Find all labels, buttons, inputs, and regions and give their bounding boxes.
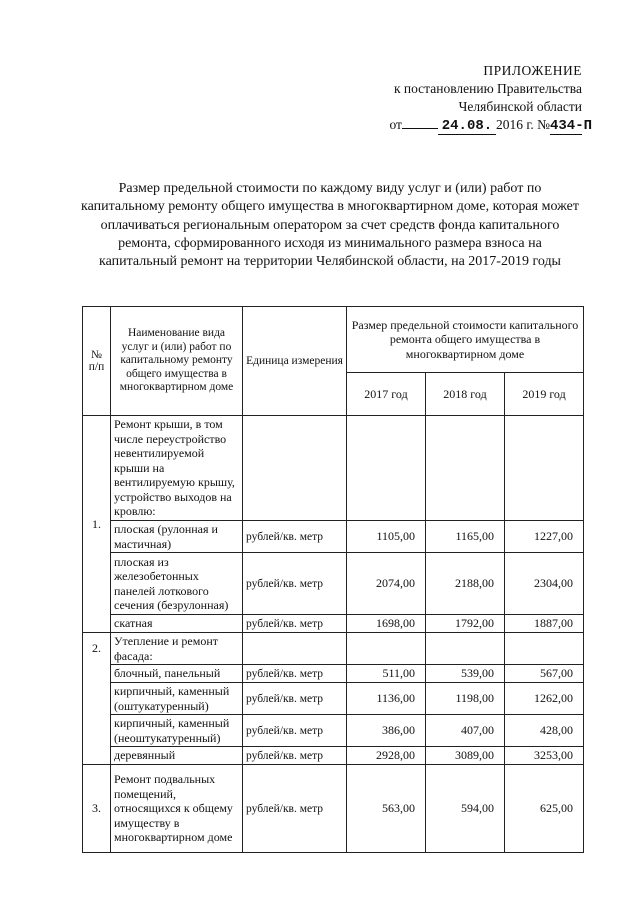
- row-name: блочный, панельный: [111, 665, 243, 683]
- table-row: [83, 553, 584, 615]
- value-2017: 2074,00: [347, 553, 426, 615]
- appendix-line-2: Челябинской области: [458, 99, 582, 114]
- value-2018: 594,00: [426, 765, 505, 853]
- empty-cell: [347, 633, 426, 665]
- value-2017: 511,00: [347, 665, 426, 683]
- value-2017: 1136,00: [347, 683, 426, 715]
- value-2017: 1698,00: [347, 615, 426, 633]
- header-year-2017: 2017 год: [347, 373, 426, 416]
- section-name: Ремонт подвальных помещений, относящихся к общему имуществу в многоквартирном доме: [111, 765, 243, 853]
- value-2018: 1792,00: [426, 615, 505, 633]
- empty-cell: [505, 416, 584, 521]
- section-number: 1.: [83, 416, 111, 633]
- table-row: [83, 747, 584, 765]
- value-2017: 1105,00: [347, 521, 426, 553]
- value-2018: 3089,00: [426, 747, 505, 765]
- value-2018: 1165,00: [426, 521, 505, 553]
- section-row: [83, 765, 584, 853]
- value-2018: 2188,00: [426, 553, 505, 615]
- row-name: деревянный: [111, 747, 243, 765]
- table-row: [83, 521, 584, 553]
- value-2019: 2304,00: [505, 553, 584, 615]
- section-name: Утепление и ремонт фасада:: [111, 633, 243, 665]
- row-unit: рублей/кв. метр: [243, 715, 347, 747]
- section-row: [83, 416, 584, 521]
- empty-cell: [243, 633, 347, 665]
- row-unit: рублей/кв. метр: [243, 553, 347, 615]
- value-2019: 428,00: [505, 715, 584, 747]
- appendix-title: ПРИЛОЖЕНИЕ: [483, 63, 582, 78]
- row-unit: рублей/кв. метр: [243, 683, 347, 715]
- value-2017: 2928,00: [347, 747, 426, 765]
- decree-number: 434-П: [550, 118, 593, 134]
- header-name: Наименование вида услуг и (или) работ по капитальному ремонту общего имущества в многоквартирном доме: [111, 307, 243, 416]
- table-row: [83, 615, 584, 633]
- empty-cell: [426, 633, 505, 665]
- appendix-header: [342, 62, 593, 135]
- year-text: 2016 г. №: [495, 117, 550, 132]
- table-row: [83, 715, 584, 747]
- table-row: [83, 683, 584, 715]
- section-number: 2.: [83, 633, 111, 765]
- row-unit: рублей/кв. метр: [243, 665, 347, 683]
- date-blank: [402, 128, 438, 129]
- row-name: скатная: [111, 615, 243, 633]
- value-2018: 407,00: [426, 715, 505, 747]
- empty-cell: [347, 416, 426, 521]
- empty-cell: [426, 416, 505, 521]
- header-num: № п/п: [83, 307, 111, 416]
- date-prefix: от: [389, 117, 402, 132]
- table-header-row: [83, 307, 584, 373]
- value-2019: 1262,00: [505, 683, 584, 715]
- cost-table: [82, 306, 584, 853]
- empty-cell: [505, 633, 584, 665]
- header-year-2018: 2018 год: [426, 373, 505, 416]
- value-2019: 1887,00: [505, 615, 584, 633]
- document-title: Размер предельной стоимости по каждому виду услуг и (или) работ по капитальному ремонту общего имущества в многоквартирном доме, которая может оплачиваться региональным оператором за счет средств фонда капитального ремонта, сформированного исходя из минимального размера взноса на капитальный ремонт на территории Челябинской области, на 2017-2019 годы: [81, 181, 579, 270]
- table-row: [83, 665, 584, 683]
- row-name: кирпичный, каменный (неоштукатуренный): [111, 715, 243, 747]
- row-name: плоская из железобетонных панелей лоткового сечения (безрулонная): [111, 553, 243, 615]
- value-2017: 563,00: [347, 765, 426, 853]
- value-2019: 567,00: [505, 665, 584, 683]
- value-2019: 3253,00: [505, 747, 584, 765]
- value-2017: 386,00: [347, 715, 426, 747]
- row-unit: рублей/кв. метр: [243, 615, 347, 633]
- row-unit: рублей/кв. метр: [243, 747, 347, 765]
- date-value: 24.08.: [438, 119, 496, 135]
- row-name: кирпичный, каменный (оштукатуренный): [111, 683, 243, 715]
- value-2018: 1198,00: [426, 683, 505, 715]
- row-unit: рублей/кв. метр: [243, 765, 347, 853]
- value-2019: 1227,00: [505, 521, 584, 553]
- appendix-line-1: к постановлению Правительства: [393, 81, 582, 96]
- section-number: 3.: [83, 765, 111, 853]
- appendix-date-line: [342, 116, 593, 135]
- section-row: [83, 633, 584, 665]
- row-name: плоская (рулонная и мастичная): [111, 521, 243, 553]
- section-name: Ремонт крыши, в том числе переустройство невентилируемой крыши на вентилируемую крышу, устройство выходов на кровлю:: [111, 416, 243, 521]
- header-unit: Единица измерения: [243, 307, 347, 416]
- value-2018: 539,00: [426, 665, 505, 683]
- header-year-2019: 2019 год: [505, 373, 584, 416]
- empty-cell: [243, 416, 347, 521]
- row-unit: рублей/кв. метр: [243, 521, 347, 553]
- value-2019: 625,00: [505, 765, 584, 853]
- header-cost: Размер предельной стоимости капитального ремонта общего имущества в многоквартирном доме: [347, 307, 584, 373]
